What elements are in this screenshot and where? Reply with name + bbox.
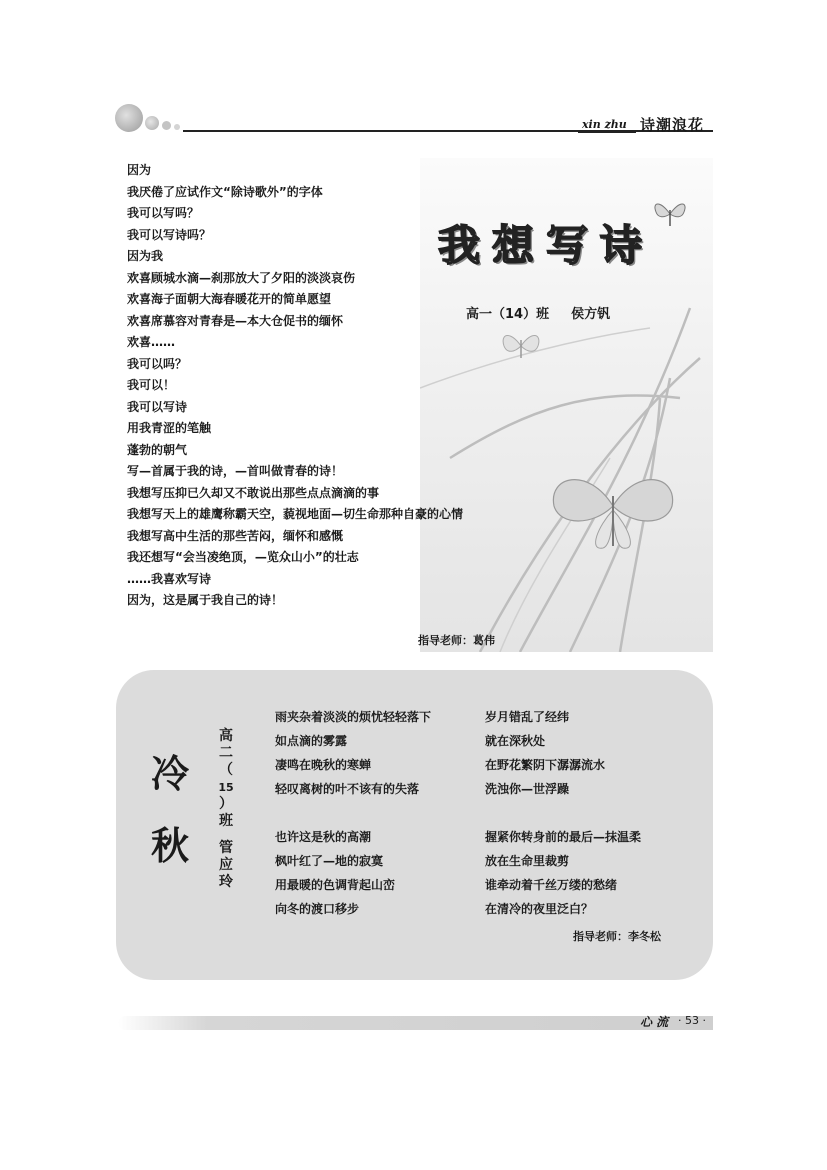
butterfly-icon	[548, 466, 678, 556]
poem2-author	[217, 728, 235, 891]
poem-line: 欢喜海子面朝大海春暖花开的简单愿望	[127, 292, 332, 306]
poem-line: 用我青涩的笔触	[127, 421, 212, 435]
poem-line: 凄鸣在晚秋的寒蝉	[275, 758, 372, 772]
poem-line: 写—首属于我的诗，—首叫做青春的诗！	[127, 464, 344, 478]
poem-line: 我可以写诗	[127, 399, 188, 414]
author-char: ）	[219, 796, 233, 812]
poem-line: 在清冷的夜里泛白？	[485, 902, 594, 916]
author-char: （	[219, 762, 233, 778]
poem-line: 在野花繁阴下潺潺流水	[485, 758, 606, 772]
poem-line: 因为，这是属于我自己的诗！	[127, 593, 284, 607]
poem2-stanza	[485, 705, 605, 801]
poem-line: 我想写压抑已久却又不敢说出那些点点滴滴的事	[127, 485, 380, 500]
author-char: 15	[218, 781, 234, 794]
poem-line: 岁月错乱了经纬	[485, 710, 570, 724]
poem-line: 我厌倦了应试作文“除诗歌外”的字体	[127, 184, 323, 199]
page-number: · 53 ·	[678, 1014, 706, 1027]
poem2-title-char: 冷	[151, 751, 190, 796]
poem-line: 雨夹杂着淡淡的烦忧轻轻落下	[275, 710, 432, 724]
poem-line: 我想写高中生活的那些苦闷，缅怀和感慨	[127, 528, 344, 543]
header-circles-icon	[112, 104, 192, 134]
poem-line: 我可以！	[127, 378, 176, 392]
poem1-body	[127, 160, 507, 612]
poem-line: 我想写天上的雄鹰称霸天空，藐视地面—切生命那种自豪的心情	[127, 507, 464, 521]
poem-line: 就在深秋处	[485, 734, 546, 748]
author-char: 管	[219, 840, 233, 856]
poem-line: 如点滴的雾露	[275, 734, 348, 748]
poem-line: 欢喜顾城水滴—刹那放大了夕阳的淡淡哀伤	[127, 270, 356, 285]
poem-line: 我可以写诗吗？	[127, 227, 212, 242]
poem-line: 我还想写“会当凌绝顶，—览众山小”的壮志	[127, 550, 359, 564]
poem2-stanza	[275, 825, 395, 921]
poem1-author-class: 高一（14）班	[466, 307, 550, 322]
poem-line: 因为我	[127, 249, 164, 263]
author-char: 二	[219, 745, 233, 761]
poem2-advisor: 指导老师：李冬松	[573, 930, 661, 943]
poem1-advisor: 指导老师：葛伟	[418, 634, 495, 647]
poem-line: 欢喜……	[127, 335, 176, 349]
poem-line: 蓬勃的朝气	[127, 442, 188, 457]
poem-line: 用最暖的色调背起山峦	[275, 878, 396, 892]
poem-line: 洗浊你—世浮躁	[485, 782, 570, 796]
poem-line: 因为	[127, 163, 152, 177]
poem-line: 枫叶红了—地的寂寞	[275, 854, 384, 868]
poem-line: 放在生命里裁剪	[485, 854, 570, 868]
column-title: 诗潮浪花	[640, 116, 705, 134]
butterfly-icon	[650, 196, 690, 232]
poem-line: 我可以吗？	[127, 356, 188, 371]
footer-magazine-name: 心 流	[640, 1015, 669, 1029]
author-char: 班	[219, 813, 233, 829]
poem-line: 欢喜席慕容对青春是—本大仓促书的缅怀	[127, 313, 344, 328]
author-char: 应	[219, 857, 233, 873]
poem2-title-char: 秋	[151, 823, 190, 868]
poem-line: 我可以写吗？	[127, 206, 200, 220]
header-pinyin: xin zhu	[582, 118, 627, 131]
poem2-stanza	[485, 825, 641, 921]
poem1-title: 我想写诗	[438, 221, 655, 270]
poem-line: 轻叹离树的叶不该有的失落	[275, 782, 420, 796]
poem-line: 握紧你转身前的最后—抹温柔	[485, 830, 642, 844]
author-char: 高	[219, 728, 233, 744]
header-pinyin-underline	[578, 132, 636, 133]
author-char	[217, 830, 235, 840]
poem-line: 也许这是秋的高潮	[275, 830, 372, 844]
poem2-stanza	[275, 705, 431, 801]
footer-bar	[118, 1016, 713, 1030]
poem-line: 谁牵动着千丝万缕的愁绪	[485, 878, 618, 892]
poem1-author-name: 侯方钒	[571, 307, 611, 322]
poem-line: 向冬的渡口移步	[275, 902, 360, 916]
poem-line: ……我喜欢写诗	[127, 571, 212, 586]
author-char: 玲	[219, 874, 233, 890]
